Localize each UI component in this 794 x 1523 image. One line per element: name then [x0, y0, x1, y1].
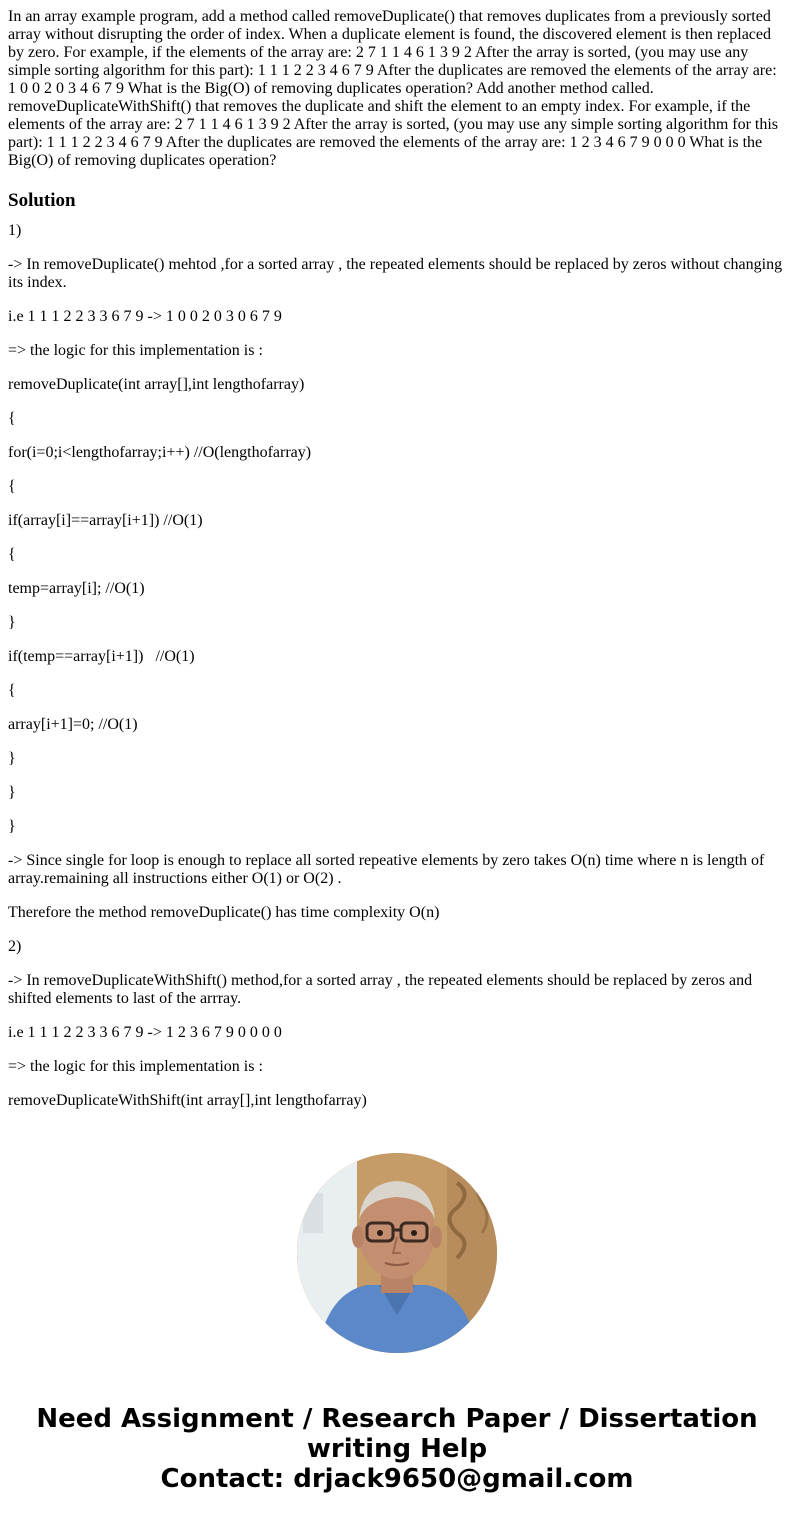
solution-line: } — [8, 750, 16, 767]
promo-contact-line: Contact: drjack9650@gmail.com — [160, 1464, 634, 1494]
promo-line-1: Need Assignment / Research Paper / Dissertation — [36, 1404, 758, 1434]
solution-body — [8, 222, 786, 1110]
solution-line: } — [8, 614, 16, 631]
solution-line: if(temp==array[i+1]) //O(1) — [8, 648, 195, 665]
solution-line: { — [8, 546, 16, 563]
solution-line: => the logic for this implementation is : — [8, 342, 263, 359]
solution-line: } — [8, 818, 16, 835]
solution-heading: Solution — [8, 190, 76, 211]
solution-line: if(array[i]==array[i+1]) //O(1) — [8, 512, 203, 529]
solution-line: for(i=0;i<lengthofarray;i++) //O(lengthofarray) — [8, 444, 312, 461]
solution-line: i.e 1 1 1 2 2 3 3 6 7 9 -> 1 0 0 2 0 3 0 6 7 9 — [8, 308, 282, 325]
solution-line: temp=array[i]; //O(1) — [8, 580, 145, 597]
promo-banner — [0, 1404, 794, 1494]
question-text: In an array example program, add a method called removeDuplicate() that removes duplicates from a previously sorted array without disrupting the order of index. When a duplicate element is found, the discovered element is then replaced by zero. For example, if the elements of the array are: 2 7 1 1 4 6 1 3 9 2 After the array is sorted, (you may use any simple sorting algorithm for this part): 1 1 1 2 2 3 4 6 7 9 After the duplicates are removed the elements of the array are: 1 0 0 2 0 3 4 6 7 9 What is the Big(O) of removing duplicates operation? Add another method called. removeDuplicateWithShift() that removes the duplicate and shift the element to an empty index. For example, if the elements of the array are: 2 7 1 1 4 6 1 3 9 2 After the array is sorted, (you may use any simple sorting algorithm for this part): 1 1 1 2 2 3 4 6 7 9 After the duplicates are removed the elements of the array are: 1 2 3 4 6 7 9 0 0 0 What is the Big(O) of removing duplicates operation? — [8, 8, 779, 169]
promo-line-2: writing Help — [306, 1434, 488, 1464]
solution-line: -> In removeDuplicate() mehtod ,for a sorted array , the repeated elements should be replaced by zeros without changing its index. — [8, 256, 787, 291]
author-avatar — [297, 1153, 497, 1353]
document-page — [8, 8, 786, 1126]
solution-line: } — [8, 784, 16, 801]
solution-line: { — [8, 682, 16, 699]
solution-line: Therefore the method removeDuplicate() has time complexity O(n) — [8, 904, 440, 921]
solution-line: 2) — [8, 938, 22, 955]
solution-line: { — [8, 410, 16, 427]
solution-line: -> In removeDuplicateWithShift() method,for a sorted array , the repeated elements should be replaced by zeros and shifted elements to last of the arrray. — [8, 972, 757, 1007]
solution-line: => the logic for this implementation is : — [8, 1058, 263, 1075]
solution-line: -> Since single for loop is enough to replace all sorted repeative elements by zero takes O(n) time where n is length of array.remaining all instructions either O(1) or O(2) . — [8, 852, 769, 887]
solution-line: 1) — [8, 222, 22, 239]
solution-line: removeDuplicateWithShift(int array[],int lengthofarray) — [8, 1092, 367, 1109]
solution-line: { — [8, 478, 16, 495]
solution-line: i.e 1 1 1 2 2 3 3 6 7 9 -> 1 2 3 6 7 9 0 0 0 0 — [8, 1024, 282, 1041]
solution-line: removeDuplicate(int array[],int lengthofarray) — [8, 376, 305, 393]
solution-line: array[i+1]=0; //O(1) — [8, 716, 138, 733]
author-portrait-image — [297, 1153, 497, 1353]
